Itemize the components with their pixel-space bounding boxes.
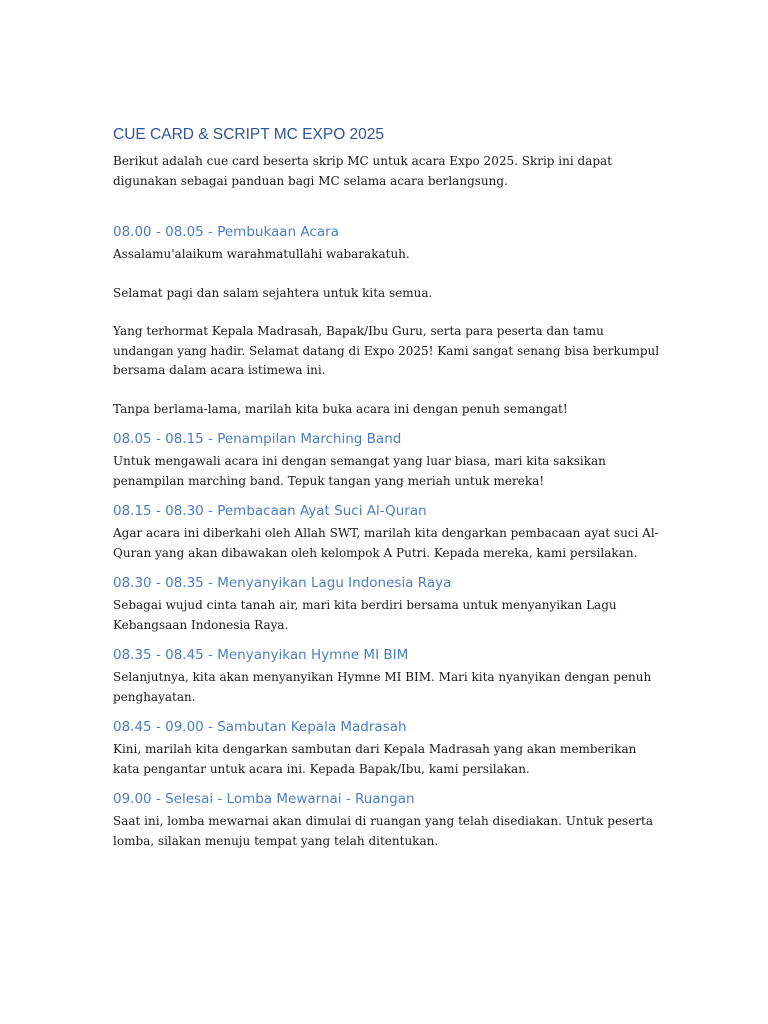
section-paragraph: Selamat pagi dan salam sejahtera untuk kita semua. [113, 285, 433, 300]
section-pembukaan-acara [113, 222, 663, 419]
section-heading: 08.05 - 08.15 - Penampilan Marching Band [113, 431, 402, 447]
section-heading: 08.00 - 08.05 - Pembukaan Acara [113, 224, 339, 240]
section-hymne-mi-bim [113, 645, 663, 707]
section-paragraph: Selanjutnya, kita akan menyanyikan Hymne MI BIM. Mari kita nyanyikan dengan penuh penghayatan. [113, 670, 652, 704]
section-lomba-mewarnai [113, 789, 663, 851]
intro-paragraph: Berikut adalah cue card beserta skrip MC untuk acara Expo 2025. Skrip ini dapat digunakan sebagai panduan bagi MC selama acara berlangsung. [113, 154, 613, 188]
section-pembacaan-al-quran [113, 501, 663, 563]
section-paragraph: Yang terhormat Kepala Madrasah, Bapak/Ibu Guru, serta para peserta dan tamu undangan yang hadir. Selamat datang di Expo 2025! Kami sangat senang bisa berkumpul bersama dalam acara istimewa ini. [113, 324, 660, 377]
section-paragraph: Sebagai wujud cinta tanah air, mari kita berdiri bersama untuk menyanyikan Lagu Kebangsaan Indonesia Raya. [113, 598, 617, 632]
section-paragraph: Saat ini, lomba mewarnai akan dimulai di ruangan yang telah disediakan. Untuk peserta lomba, silakan menuju tempat yang telah ditentukan. [113, 814, 654, 848]
section-paragraph: Assalamu'alaikum warahmatullahi wabarakatuh. [113, 247, 410, 261]
section-heading: 08.30 - 08.35 - Menyanyikan Lagu Indonesia Raya [113, 575, 452, 591]
section-heading: 08.45 - 09.00 - Sambutan Kepala Madrasah [113, 719, 407, 735]
section-paragraph: Agar acara ini diberkahi oleh Allah SWT, marilah kita dengarkan pembacaan ayat suci Al-Quran yang akan dibawakan oleh kelompok A Putri. Kepada mereka, kami persilakan. [113, 526, 659, 560]
section-indonesia-raya [113, 573, 663, 635]
section-paragraph: Untuk mengawali acara ini dengan semangat yang luar biasa, mari kita saksikan penampilan marching band. Tepuk tangan yang meriah untuk mereka! [113, 454, 606, 488]
section-sambutan-kepala-madrasah [113, 717, 663, 779]
document-title: CUE CARD & SCRIPT MC EXPO 2025 [113, 126, 385, 143]
section-paragraph: Tanpa berlama-lama, marilah kita buka acara ini dengan penuh semangat! [113, 401, 568, 416]
section-marching-band [113, 429, 663, 491]
section-heading: 08.35 - 08.45 - Menyanyikan Hymne MI BIM [113, 647, 409, 663]
section-paragraph: Kini, marilah kita dengarkan sambutan dari Kepala Madrasah yang akan memberikan kata pengantar untuk acara ini. Kepada Bapak/Ibu, kami persilakan. [113, 742, 637, 776]
section-heading: 09.00 - Selesai - Lomba Mewarnai - Ruangan [113, 791, 415, 807]
document-page [113, 124, 663, 861]
section-heading: 08.15 - 08.30 - Pembacaan Ayat Suci Al-Quran [113, 503, 427, 519]
